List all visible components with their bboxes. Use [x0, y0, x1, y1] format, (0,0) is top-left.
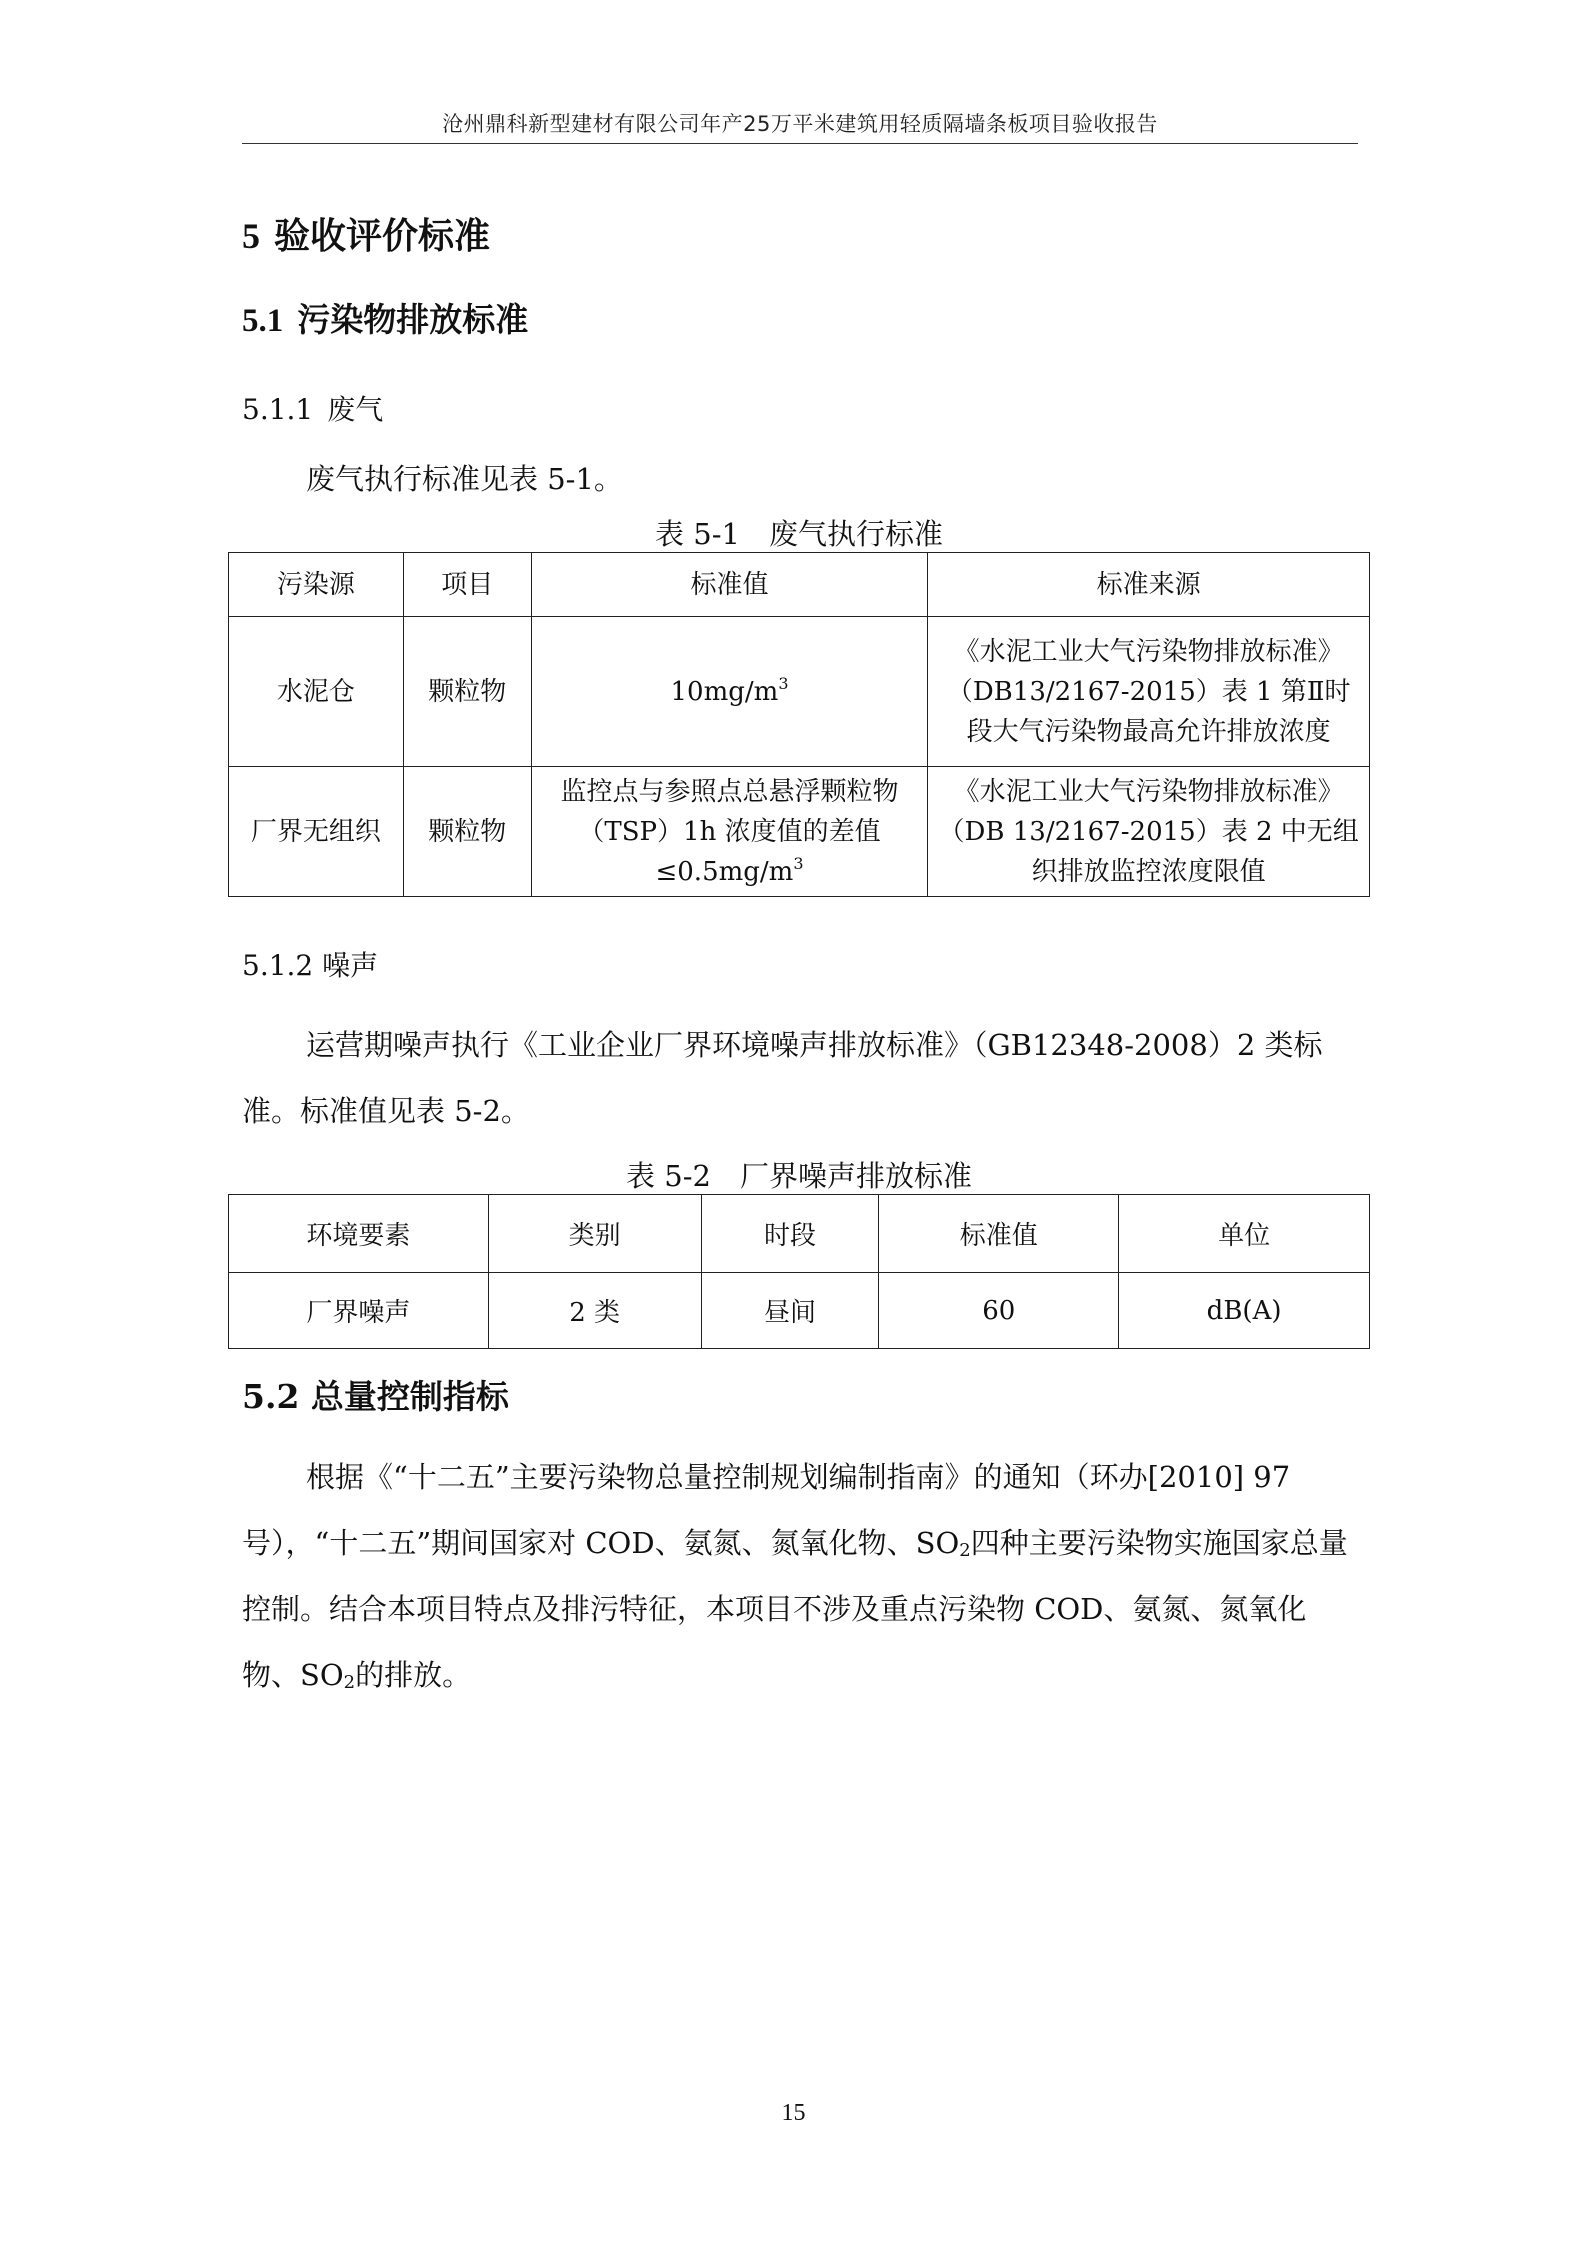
- table-header-cell: 单位: [1119, 1195, 1370, 1273]
- section-title: 验收评价标准: [274, 215, 491, 257]
- section-heading-5-2: 5.2 总量控制指标: [242, 1377, 509, 1416]
- section-title: 废气: [327, 393, 384, 426]
- table-cell: 颗粒物: [403, 767, 531, 897]
- table-row: [229, 1273, 1370, 1349]
- section-heading-5-1-2: 5.1.2 噪声: [242, 949, 379, 982]
- table-header-cell: 标准来源: [928, 553, 1370, 617]
- subscript: 2: [343, 1672, 356, 1693]
- table-header-cell: 项目: [403, 553, 531, 617]
- table-header-cell: 时段: [701, 1195, 879, 1273]
- table-header-row: [229, 1195, 1370, 1273]
- table-cell: 《水泥工业大气污染物排放标准》（DB13/2167-2015）表 1 第Ⅱ时段大气污染物最高允许排放浓度: [928, 617, 1370, 767]
- table-header-cell: 污染源: [229, 553, 404, 617]
- section-title: 污染物排放标准: [297, 300, 529, 339]
- superscript: 3: [793, 853, 804, 873]
- section-number: 5: [242, 216, 260, 256]
- header-divider: [242, 143, 1358, 144]
- page-header: 沧州鼎科新型建材有限公司年产25万平米建筑用轻质隔墙条板项目验收报告: [442, 112, 1158, 136]
- table-cell: 厂界无组织: [229, 767, 404, 897]
- table-cell: [531, 767, 928, 897]
- table-header-row: [229, 553, 1370, 617]
- table-header-cell: 类别: [488, 1195, 701, 1273]
- noise-paragraph: 运营期噪声执行《工业企业厂界环境噪声排放标准》（GB12348-2008）2 类标准。标准值见表 5-2。: [242, 1028, 1323, 1128]
- table-cell: 昼间: [701, 1273, 879, 1349]
- table-cell: [531, 617, 928, 767]
- table-cell: 2 类: [488, 1273, 701, 1349]
- table-header-cell: 标准值: [879, 1195, 1119, 1273]
- value-text: 监控点与参照点总悬浮颗粒物（TSP）1h 浓度值的差值≤0.5mg/m: [560, 776, 899, 887]
- table1-caption: 表 5-1 废气执行标准: [655, 517, 943, 551]
- section-number: 5.1.1: [242, 393, 314, 426]
- table-cell: 厂界噪声: [229, 1273, 489, 1349]
- section-heading-5: [242, 208, 490, 259]
- table-row: [229, 767, 1370, 897]
- table-header-cell: 环境要素: [229, 1195, 489, 1273]
- table2-caption: 表 5-2 厂界噪声排放标准: [626, 1159, 972, 1193]
- table-cell: 《水泥工业大气污染物排放标准》（DB 13/2167-2015）表 2 中无组织排放监控浓度限值: [928, 767, 1370, 897]
- waste-gas-table: [228, 552, 1370, 897]
- table-cell: 颗粒物: [403, 617, 531, 767]
- waste-gas-intro: 废气执行标准见表 5-1。: [306, 462, 623, 496]
- superscript: 3: [778, 673, 789, 693]
- total-control-paragraph: [242, 1444, 1360, 1708]
- noise-table: [228, 1194, 1370, 1349]
- section-number: 5.1: [242, 303, 284, 339]
- table-row: [229, 617, 1370, 767]
- section-heading-5-1: [242, 294, 528, 341]
- table-header-cell: 标准值: [531, 553, 928, 617]
- section-heading-5-1-1: [242, 388, 383, 428]
- value-text: 10mg/m: [670, 676, 779, 707]
- paragraph-text: 的排放。: [355, 1658, 472, 1692]
- table-cell: dB(A): [1119, 1273, 1370, 1349]
- paragraph-text: 四种主要污染物实施国家总量控制。结合本项目特点及排污特征，本项目不涉及重点污染物 COD、氨氮、氮氧化物、SO: [242, 1526, 1348, 1692]
- subscript: 2: [959, 1540, 971, 1561]
- table-cell: 水泥仓: [229, 617, 404, 767]
- table-cell: 60: [879, 1273, 1119, 1349]
- page-number: 15: [781, 2100, 806, 2126]
- paragraph-text: 根据《“十二五”主要污染物总量控制规划编制指南》的通知（环办[2010] 97 号），“十二五”期间国家对 COD、氨氮、氮氧化物、SO: [242, 1460, 1291, 1560]
